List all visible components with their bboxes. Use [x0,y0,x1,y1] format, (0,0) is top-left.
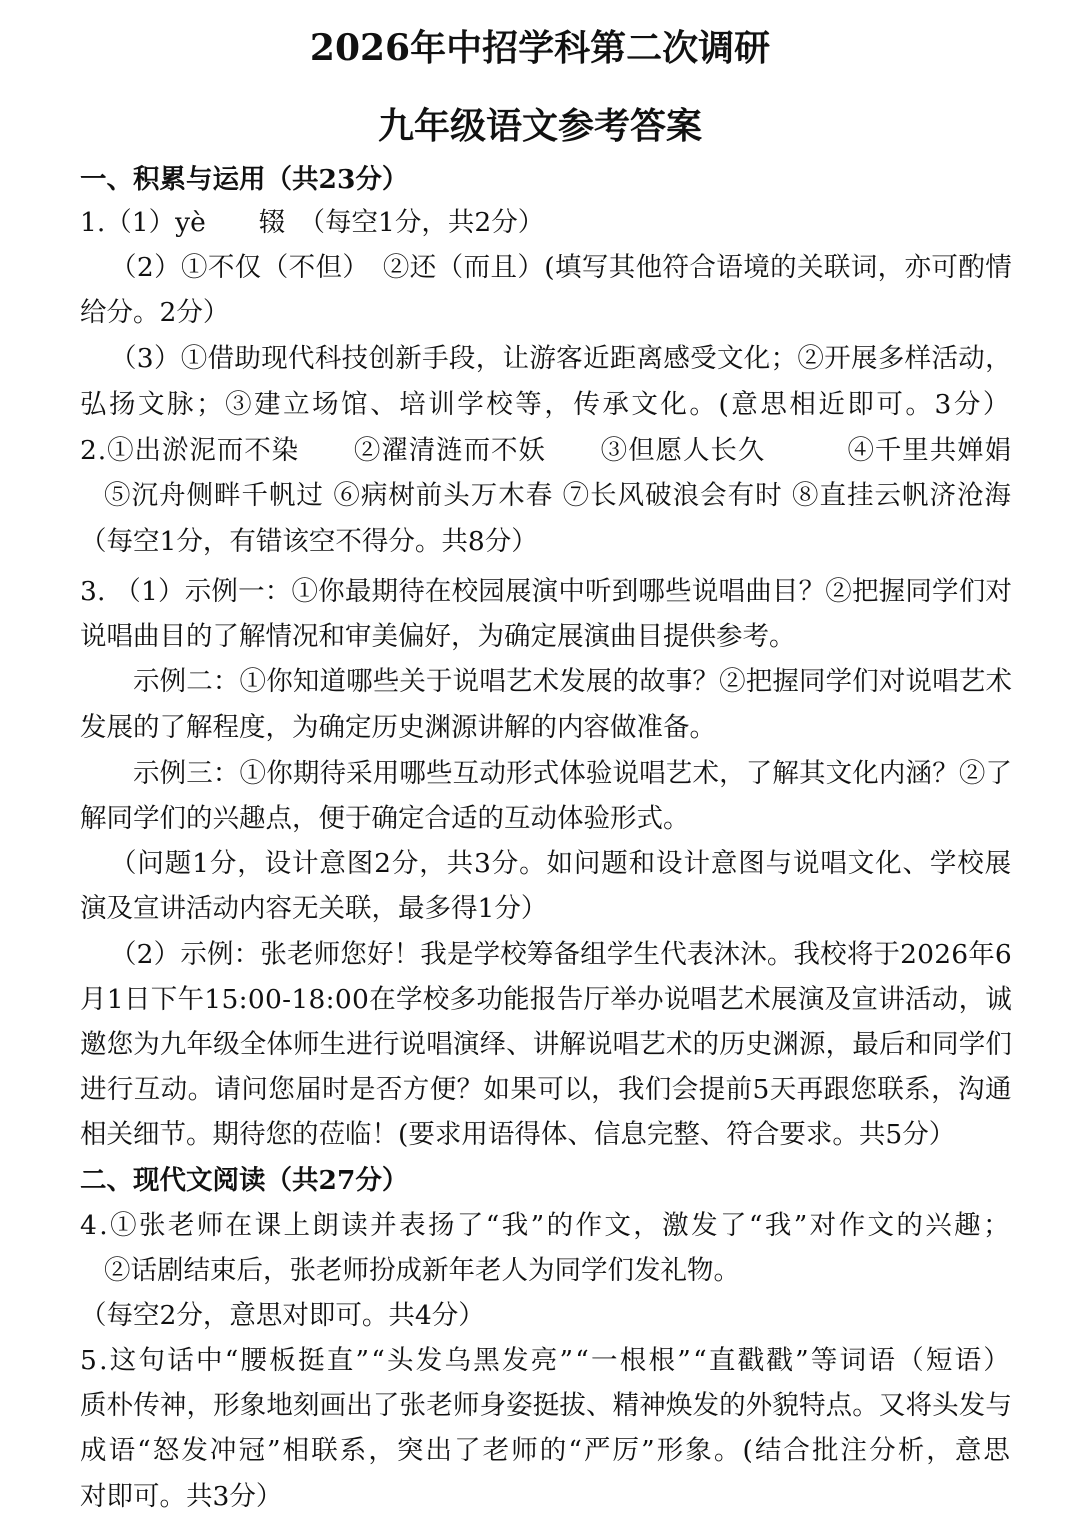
answer-line: 成语“怒发冲冠”相联系，突出了老师的“严厉”形象。(结合批注分析，意思 [80,1435,1012,1466]
answer-line: 进行互动。请问您届时是否方便？如果可以，我们会提前5天再跟您联系，沟通 [80,1074,1012,1105]
section-heading: 二、现代文阅读（共27分） [80,1165,409,1196]
answer-line: 3. （1）示例一：①你最期待在校园展演中听到哪些说唱曲目？②把握同学们对 [80,576,1013,607]
document-title: 2026年中招学科第二次调研 [309,27,771,69]
answer-line: 月1日下午15:00-18:00在学校多功能报告厅举办说唱艺术展演及宣讲活动，诚 [80,984,1013,1015]
answer-line: （每空2分，意思对即可。共4分） [80,1300,485,1331]
answer-line: 对即可。共3分） [80,1481,283,1512]
answer-line: 给分。2分） [80,297,230,328]
answer-line: 示例二：①你知道哪些关于说唱艺术发展的故事？②把握同学们对说唱艺术 [133,666,1013,697]
answer-line: ⑤沉舟侧畔千帆过 ⑥病树前头万木春 ⑦长风破浪会有时 ⑧直挂云帆济沧海 [104,480,1012,511]
answer-line: 说唱曲目的了解情况和审美偏好，为确定展演曲目提供参考。 [80,621,796,652]
answer-line: ②话剧结束后，张老师扮成新年老人为同学们发礼物。 [104,1255,740,1286]
answer-line: 5.这句话中“腰板挺直”“头发乌黑发亮”“一根根”“直戳戳”等词语（短语） [80,1345,1013,1376]
answer-line: 发展的了解程度，为确定历史渊源讲解的内容做准备。 [80,712,716,743]
answer-line: 2.①出淤泥而不染 ②濯清涟而不妖 ③但愿人长久 ④千里共婵娟 [80,435,1012,466]
answer-line: （问题1分，设计意图2分，共3分。如问题和设计意图与说唱文化、学校展 [110,848,1012,879]
section-heading: 一、积累与运用（共23分） [80,164,409,195]
answer-line: 示例三：①你期待采用哪些互动形式体验说唱艺术，了解其文化内涵？②了 [133,758,1013,789]
answer-line: 质朴传神，形象地刻画出了张老师身姿挺拔、精神焕发的外貌特点。又将头发与 [80,1390,1013,1421]
answer-line: （2）①不仅（不但） ②还（而且）(填写其他符合语境的关联词，亦可酌情 [110,252,1013,283]
document-subtitle: 九年级语文参考答案 [377,105,702,147]
answer-line: 弘扬文脉；③建立场馆、培训学校等，传承文化。(意思相近即可。3分） [80,389,1012,420]
answer-line: 演及宣讲活动内容无关联，最多得1分） [80,893,548,924]
answer-line: （每空1分，有错该空不得分。共8分） [80,526,538,557]
answer-line: （2）示例：张老师您好！我是学校筹备组学生代表沐沐。我校将于2026年6 [110,939,1012,970]
answer-line: 相关细节。期待您的莅临！(要求用语得体、信息完整、符合要求。共5分） [80,1119,956,1150]
answer-line: （3）①借助现代科技创新手段，让游客近距离感受文化；②开展多样活动， [110,343,1012,374]
answer-line: 1.（1）yè 辍 （每空1分，共2分） [80,207,545,238]
answer-line: 4.①张老师在课上朗读并表扬了“我”的作文，激发了“我”对作文的兴趣； [80,1210,1012,1241]
answer-line: 解同学们的兴趣点，便于确定合适的互动体验形式。 [80,803,690,834]
answer-line: 邀您为九年级全体师生进行说唱演绎、讲解说唱艺术的历史渊源，最后和同学们 [80,1029,1013,1060]
